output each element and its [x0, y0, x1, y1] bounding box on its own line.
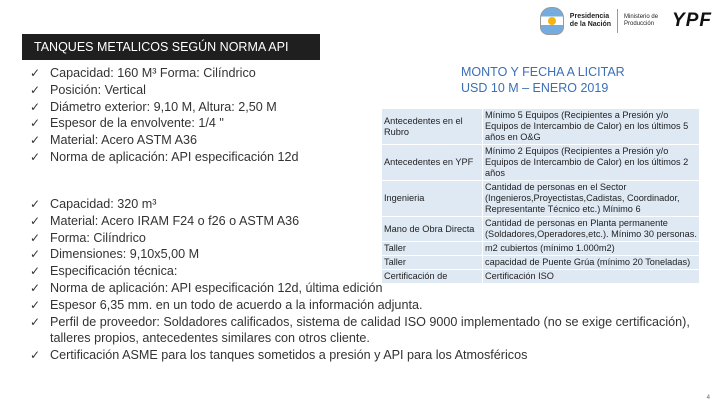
argentina-coat-of-arms-icon — [540, 7, 564, 35]
table-cell-key: Antecedentes en el Rubro — [382, 109, 483, 145]
list-item-text: Norma de aplicación: API especificación 12d — [50, 149, 299, 164]
header-logos — [540, 4, 712, 38]
list-item — [30, 99, 299, 116]
table-row — [382, 109, 700, 145]
check-icon: ✓ — [30, 348, 41, 363]
list-item — [30, 65, 299, 82]
check-icon: ✓ — [30, 297, 41, 312]
list-item-text: Norma de aplicación: API especificación 12d, última edición — [50, 280, 383, 295]
list-item — [30, 149, 299, 166]
list-item — [30, 132, 299, 149]
table-cell-key: Antecedentes en YPF — [382, 145, 483, 181]
check-icon: ✓ — [30, 99, 41, 114]
table-cell-key: Mano de Obra Directa — [382, 217, 483, 242]
table-cell-value: Cantidad de personas en Planta permanente (Soldadores,Operadores,etc.). Mínimo 30 personas. — [483, 217, 700, 242]
check-icon: ✓ — [30, 116, 41, 131]
logo-divider — [617, 9, 618, 33]
list-item — [30, 196, 690, 213]
check-icon: ✓ — [30, 213, 41, 228]
list-item — [30, 280, 690, 297]
list-item-text: Espesor de la envolvente: 1/4 " — [50, 116, 224, 131]
list-item — [30, 246, 690, 263]
check-icon: ✓ — [30, 280, 41, 295]
table-cell-value: Mínimo 5 Equipos (Recipientes a Presión y/o Equipos de Intercambio de Calor) en los últimos 5 años en O&G — [483, 109, 700, 145]
list-item — [30, 347, 690, 364]
table-cell-value: capacidad de Puente Grúa (mínimo 20 Toneladas) — [483, 256, 700, 270]
check-icon: ✓ — [30, 82, 41, 97]
list-item — [30, 230, 690, 247]
table-cell-value: Mínimo 2 Equipos (Recipientes a Presión y/o Equipos de Intercambio de Calor) en los últimos 2 años — [483, 145, 700, 181]
table-cell-value: Certificación ISO — [483, 270, 700, 284]
list-item — [30, 263, 690, 280]
table-cell-value: m2 cubiertos (mínimo 1.000m2) — [483, 242, 700, 256]
presidencia-logo — [570, 13, 611, 29]
table-cell-key: Certificación de — [382, 270, 483, 284]
ministerio-logo — [624, 14, 658, 28]
table-cell-key: Taller — [382, 256, 483, 270]
table-row — [382, 145, 700, 181]
check-icon: ✓ — [30, 264, 41, 279]
list-item — [30, 297, 690, 314]
list-item-text: Diámetro exterior: 9,10 M, Altura: 2,50 M — [50, 99, 277, 114]
check-icon: ✓ — [30, 230, 41, 245]
check-icon: ✓ — [30, 197, 41, 211]
list-item-text: Capacidad: 320 m³ — [50, 197, 157, 211]
list-item-text: Dimensiones: 9,10x5,00 M — [50, 247, 200, 262]
list-item — [30, 213, 690, 230]
list-item-text: Perfil de proveedor: Soldadores calificados, sistema de calidad ISO 9000 implementado (no se exige certificación), talleres propios, antecedentes similares con otros cliente. — [50, 314, 690, 346]
list-item — [30, 314, 690, 348]
logo-ministerio-line1: Ministerio de — [624, 14, 659, 20]
list-item-text: Especificación técnica: — [50, 264, 178, 279]
list-item-text: Posición: Vertical — [50, 82, 146, 97]
check-icon: ✓ — [30, 66, 41, 80]
check-icon: ✓ — [30, 314, 41, 329]
check-icon: ✓ — [30, 149, 41, 164]
list-item-text: Material: Acero IRAM F24 o f26 o ASTM A36 — [50, 213, 300, 228]
table-cell-key: Ingenieria — [382, 181, 483, 217]
list-item-text: Forma: Cilíndrico — [50, 230, 146, 245]
bid-amount-label: MONTO Y FECHA A LICITAR — [461, 65, 625, 79]
list-item — [30, 115, 299, 132]
logo-presidencia-line2: de la Nación — [569, 21, 612, 28]
page-number: 4 — [706, 395, 710, 401]
list-item — [30, 82, 299, 99]
list-item-text: Espesor 6,35 mm. en un todo de acuerdo a la información adjunta. — [50, 297, 423, 312]
list-item-text: Capacidad: 160 M³ Forma: Cilíndrico — [50, 66, 256, 80]
logo-presidencia-line1: Presidencia — [569, 13, 610, 20]
table-cell-key: Taller — [382, 242, 483, 256]
bid-amount-value: USD 10 M – ENERO 2019 — [461, 81, 609, 95]
ypf-logo: YPF — [672, 10, 712, 31]
list-item-text: Certificación ASME para los tanques sometidos a presión y API para los Atmosféricos — [50, 348, 528, 363]
tank-160-spec-list — [30, 65, 299, 166]
slide-title: TANQUES METALICOS SEGÚN NORMA API — [22, 34, 320, 60]
logo-ministerio-line2: Producción — [624, 21, 655, 27]
bid-amount-date — [461, 64, 625, 96]
check-icon: ✓ — [30, 133, 41, 148]
list-item-text: Material: Acero ASTM A36 — [50, 133, 197, 148]
check-icon: ✓ — [30, 247, 41, 262]
tank-320-spec-list — [30, 196, 690, 364]
table-cell-value: Cantidad de personas en el Sector (Ingenieros,Proyectistas,Cadistas, Coordinador, Representante Técnico etc.) Mínimo 6 — [483, 181, 700, 217]
